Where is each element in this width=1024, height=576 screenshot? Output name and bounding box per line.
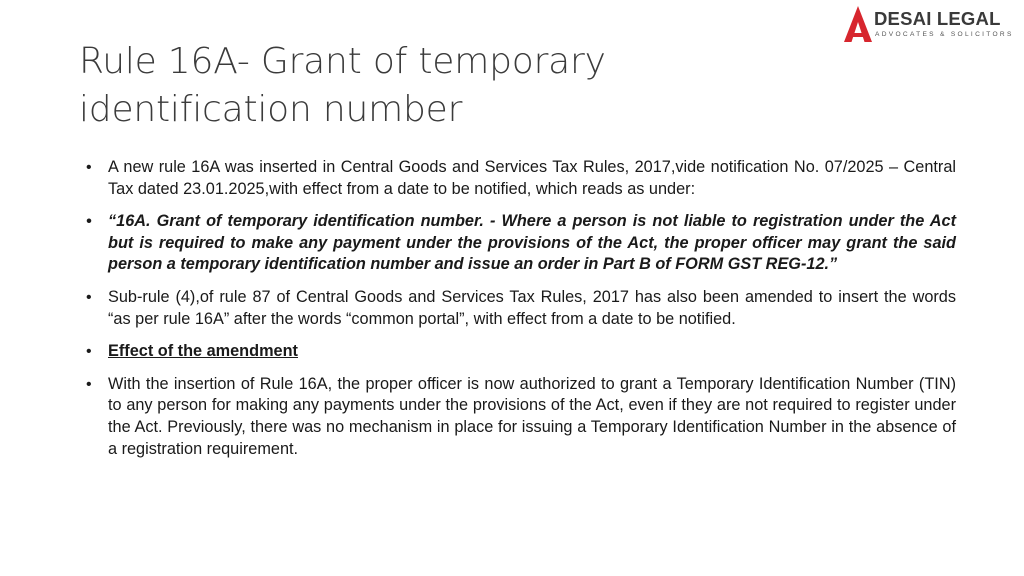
bullet-rule-insertion: • A new rule 16A was inserted in Central Goods and Services Tax Rules, 2017,vide notification No. 07/2025 – Central Tax dated 23.01.2025,with effect from a date to be notified, which reads as under:	[86, 157, 956, 200]
bullet-rule-16a-quote: • “16A. Grant of temporary identification number. - Where a person is not liable to registration under the Act but is required to make any payment under the provisions of the Act, the proper officer may grant the said person a temporary identification number and issue an order in Part B of FORM GST REG-12.”	[86, 211, 956, 276]
slide-title: Rule 16A- Grant of temporary identification number	[79, 41, 606, 130]
bullet-effect-description: • With the insertion of Rule 16A, the proper officer is now authorized to grant a Temporary Identification Number (TIN) to any person for making any payments under the provisions of the Act, even if they are not required to register under the Act. Previously, there was no mechanism in place for issuing a Temporary Identification Number in the absence of a registration requirement.	[86, 374, 956, 460]
bullet-list	[86, 157, 956, 471]
effect-heading-text: Effect of the amendment	[108, 342, 298, 361]
logo-tagline: ADVOCATES & SOLICITORS	[875, 31, 1014, 38]
desai-legal-logo	[844, 6, 1014, 42]
bullet-effect-heading	[86, 341, 956, 363]
logo-a-mark-icon	[844, 6, 872, 42]
bullet-rule-87-amendment: • Sub-rule (4),of rule 87 of Central Goods and Services Tax Rules, 2017 has also been amended to insert the words “as per rule 16A” after the words “common portal”, with effect from a date to be notified.	[86, 287, 956, 330]
logo-name: DESAI LEGAL	[874, 8, 1001, 29]
